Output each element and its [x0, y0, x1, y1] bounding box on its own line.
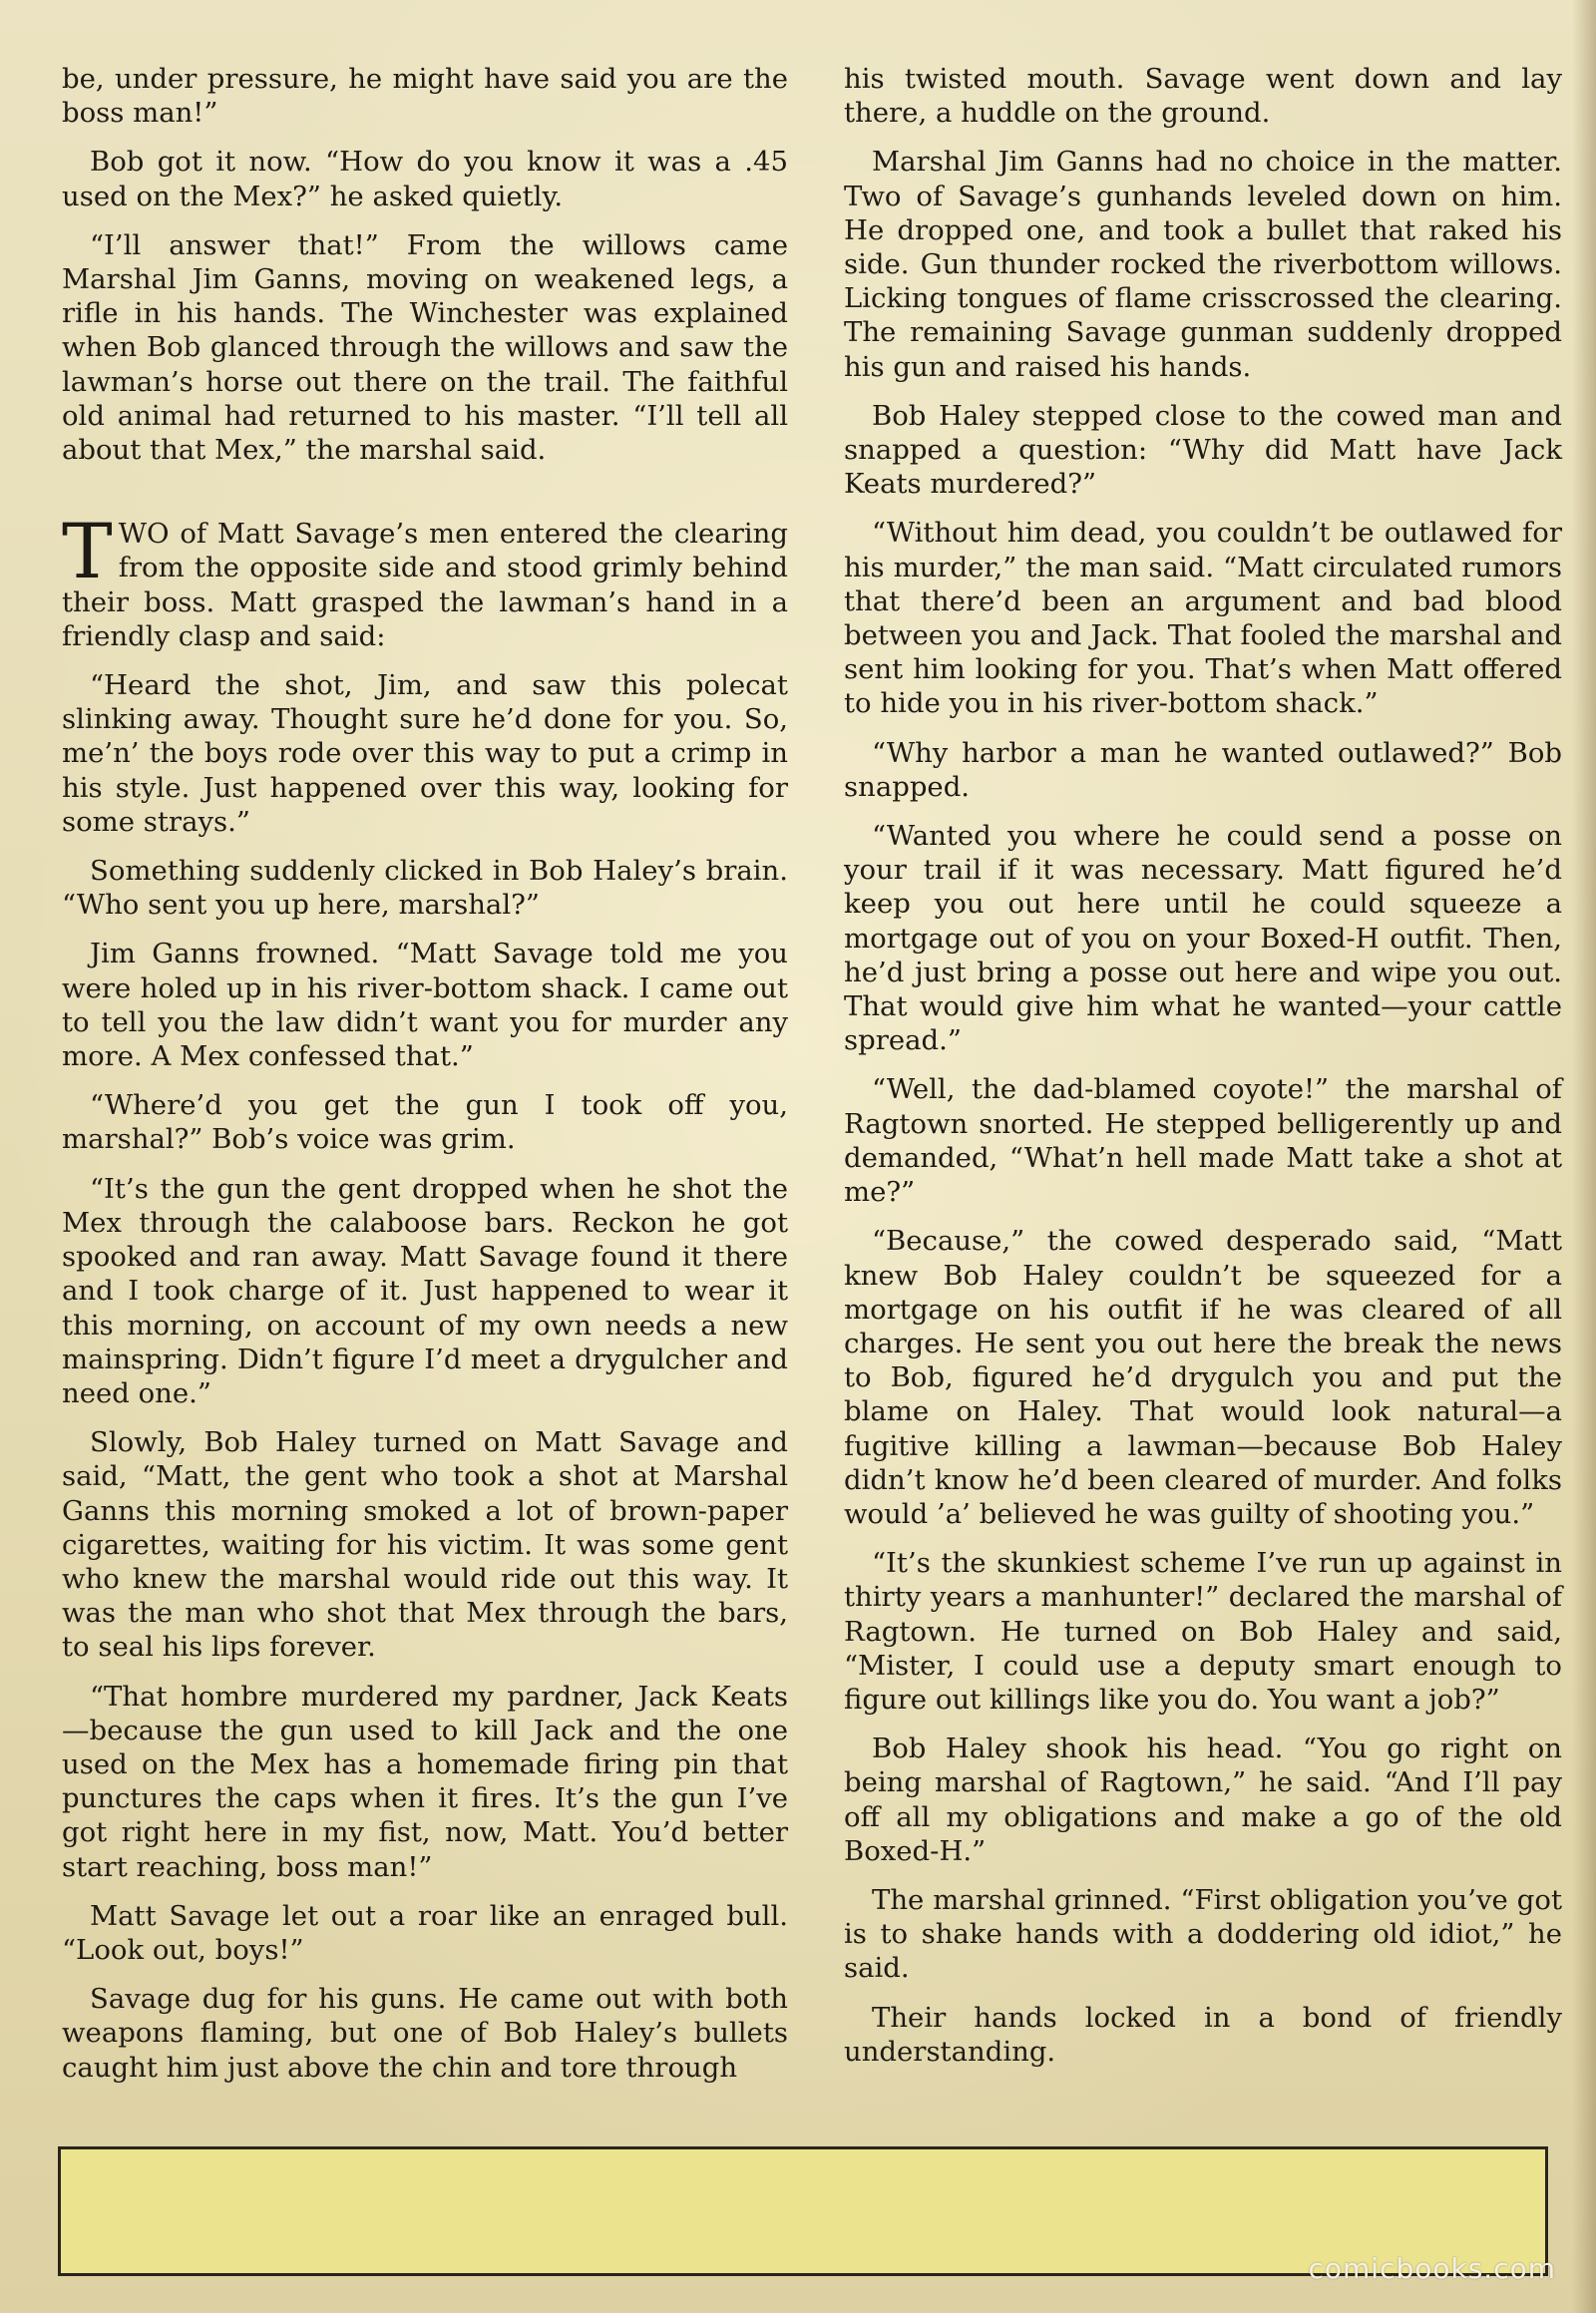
paragraph: “That hombre murdered my pardner, Jack Keats —because the gun used to kill Jack and the one used on the Mex has a homemade firing pin that punctures the caps when it fires. It’s the gun I’ve got right here in my fist, now, Matt. You’d better start reaching, boss man!” [62, 1680, 788, 1883]
paragraph: be, under pressure, he might have said you are the boss man!” [62, 63, 788, 130]
paragraph: “Because,” the cowed desperado said, “Matt knew Bob Haley couldn’t be squeezed for a mortgage on his outfit if he was cleared of all charges. He sent you out here the break the news to Bob, figured he’d drygulch you and put the blame on Haley. That would look natural—a fugitive killing a lawman—because Bob Haley didn’t know he’d been cleared of murder. And folks would ’a’ believed he was guilty of shooting you.” [844, 1225, 1562, 1530]
paragraph: Marshal Jim Ganns had no choice in the matter. Two of Savage’s gunhands leveled down on him. He dropped one, and took a bullet that raked his side. Gun thunder rocked the riverbottom willows. Licking tongues of flame crisscrossed the clearing. The remaining Savage gunman suddenly dropped his gun and raised his hands. [844, 146, 1562, 383]
paragraph: The marshal grinned. “First obligation you’ve got is to shake hands with a doddering old idiot,” he said. [844, 1883, 1562, 1985]
paragraph: Their hands locked in a bond of friendly understanding. [844, 2001, 1562, 2068]
section-opening-paragraph [62, 507, 788, 653]
paragraph: “It’s the gun the gent dropped when he shot the Mex through the calaboose bars. Reckon he got spooked and ran away. Matt Savage found it there and I took charge of it. Just happened to wear it this morning, on account of my own needs a new mainspring. Didn’t figure I’d meet a drygulcher and need one.” [62, 1172, 788, 1409]
paragraph: “I’ll answer that!” From the willows came Marshal Jim Ganns, moving on weakened legs, a rifle in his hands. The Winchester was explained when Bob glanced through the willows and saw the lawman’s horse out there on the trail. The faithful old animal had returned to his master. “I’ll tell all about that Mex,” the marshal said. [62, 228, 788, 467]
left-text-column [62, 62, 788, 2100]
paragraph: Matt Savage let out a roar like an enraged bull. “Look out, boys!” [62, 1899, 788, 1966]
paragraph: his twisted mouth. Savage went down and lay there, a huddle on the ground. [844, 63, 1562, 130]
paragraph: “Why harbor a man he wanted outlawed?” Bob snapped. [844, 736, 1562, 803]
paragraph: “Well, the dad-blamed coyote!” the marshal of Ragtown snorted. He stepped belligerently up and demanded, “What’n hell made Matt take a shot at me?” [844, 1073, 1562, 1209]
paragraph: “Wanted you where he could send a posse on your trail if it was necessary. Matt figured he’d keep you out here until he could squeeze a mortgage out of you on your Boxed-H outfit. Then, he’d just bring a posse out here and wipe you out. That would give him what he wanted—your cattle spread.” [844, 820, 1562, 1057]
paragraph: Something suddenly clicked in Bob Haley’s brain. “Who sent you up here, marshal?” [62, 855, 788, 922]
paragraph: “Heard the shot, Jim, and saw this polecat slinking away. Thought sure he’d done for you. So, me’n’ the boys rode over this way to put a crimp in his style. Just happened over this way, looking for some strays.” [62, 669, 788, 838]
right-text-column [844, 62, 1562, 2084]
paragraph-text: WO of Matt Savage’s men entered the clearing from the opposite side and stood grimly behind their boss. Matt grasped the lawman’s hand in a friendly clasp and said: [62, 518, 788, 652]
watermark: comicbooks.com [1308, 2252, 1556, 2285]
paragraph: Bob Haley shook his head. “You go right on being marshal of Ragtown,” he said. “And I’ll pay off all my obligations and make a go of the old Boxed-H.” [844, 1733, 1562, 1867]
drop-cap: T [62, 507, 113, 596]
paragraph: “It’s the skunkiest scheme I’ve run up against in thirty years a manhunter!” declared the marshal of Ragtown. He turned on Bob Haley and said, “Mister, I could use a deputy smart enough to figure out killings like you do. You want a job?” [844, 1547, 1562, 1716]
paragraph: Jim Ganns frowned. “Matt Savage told me you were holed up in his river-bottom shack. I came out to tell you the law didn’t want you for murder any more. A Mex confessed that.” [62, 938, 788, 1073]
paragraph: “Where’d you get the gun I took off you, marshal?” Bob’s voice was grim. [62, 1089, 788, 1156]
paragraph: Bob Haley stepped close to the cowed man and snapped a question: “Why did Matt have Jack Keats murdered?” [844, 399, 1562, 501]
paragraph: Slowly, Bob Haley turned on Matt Savage and said, “Matt, the gent who took a shot at Marshal Ganns this morning smoked a lot of brown-paper cigarettes, waiting for his victim. It was some gent who knew the marshal would ride out this way. It was the man who shot that Mex through the bars, to seal his lips forever. [62, 1426, 788, 1664]
paragraph: Savage dug for his guns. He came out with both weapons flaming, but one of Bob Haley’s bullets caught him just above the chin and tore through [62, 1983, 788, 2084]
paragraph: Bob got it now. “How do you know it was a .45 used on the Mex?” he asked quietly. [62, 146, 788, 212]
paragraph: “Without him dead, you couldn’t be outlawed for his murder,” the man said. “Matt circulated rumors that there’d been an argument and bad blood between you and Jack. That fooled the marshal and sent him looking for you. That’s when Matt offered to hide you in his river-bottom shack.” [844, 517, 1562, 720]
